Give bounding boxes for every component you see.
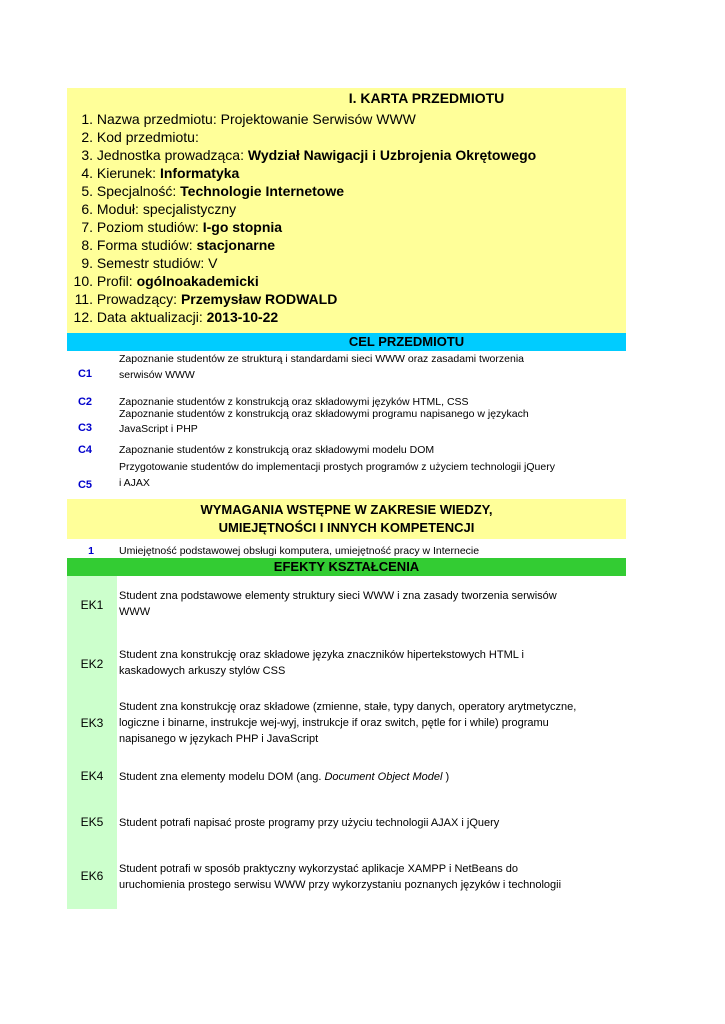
wymagania-header: [67, 499, 626, 539]
karta-row: [67, 254, 626, 272]
karta-row: [67, 308, 626, 326]
cel-text-line: Przygotowanie studentów do implementacji prostych programów z użyciem technologii jQuery: [119, 461, 555, 473]
karta-section: [67, 88, 626, 333]
karta-num: 12.: [73, 309, 93, 325]
cel-code: C5: [77, 479, 93, 491]
efekty-text: [119, 815, 627, 831]
karta-label: Kod przedmiotu:: [96, 129, 199, 145]
karta-num: 11.: [74, 291, 93, 307]
cel-item: [67, 353, 626, 387]
karta-value: I-go stopnia: [202, 219, 283, 235]
efekty-text-line: logiczne i binarne, instrukcje wej-wyj, instrukcje if oraz switch, pętle for i while) programu: [119, 717, 549, 729]
efekty-section: [67, 576, 626, 909]
efekty-code: EK2: [80, 657, 104, 671]
cel-text-line: JavaScript i PHP: [119, 423, 198, 435]
cel-header: CEL PRZEDMIOTU: [67, 333, 626, 351]
efekty-code: EK3: [80, 716, 104, 730]
cel-text-line: Zapoznanie studentów z konstrukcją oraz składowymi programu napisanego w językach: [119, 408, 529, 420]
karta-value: Technologie Internetowe: [180, 183, 345, 199]
efekty-header: EFEKTY KSZTAŁCENIA: [67, 558, 626, 576]
karta-value: stacjonarne: [196, 237, 276, 253]
efekty-text-line: Student zna konstrukcję oraz składowe języka znaczników hipertekstowych HTML i: [119, 649, 524, 661]
cel-text-line: Zapoznanie studentów ze strukturą i standardami sieci WWW oraz zasadami tworzenia: [119, 353, 524, 365]
cel-code: C1: [77, 368, 93, 380]
karta-row: [67, 236, 626, 254]
efekty-text-line: napisanego w językach PHP i JavaScript: [119, 733, 319, 745]
karta-row: [67, 272, 626, 290]
cel-code: C2: [77, 396, 93, 408]
karta-value: Projektowanie Serwisów WWW: [220, 111, 416, 127]
karta-list: [67, 110, 626, 326]
efekty-text-italic: Document Object Model: [324, 771, 443, 783]
cel-text-line: Zapoznanie studentów z konstrukcją oraz składowymi modelu DOM: [119, 444, 435, 456]
karta-label: Specjalność:: [96, 183, 181, 199]
cel-item: [67, 444, 626, 458]
cel-text-line: serwisów WWW: [119, 369, 195, 381]
cel-code: C4: [77, 444, 93, 456]
karta-label: Kierunek:: [96, 165, 160, 181]
karta-row: [67, 182, 626, 200]
karta-value: ogólnoakademicki: [136, 273, 259, 289]
karta-num: 1.: [81, 111, 93, 127]
efekty-text-line: Student potrafi w sposób praktyczny wykorzystać aplikacje XAMPP i NetBeans do: [119, 863, 519, 875]
karta-num: 7.: [81, 219, 93, 235]
karta-label: Moduł:: [96, 201, 143, 217]
karta-label: Prowadzący:: [96, 291, 181, 307]
efekty-text-line: WWW: [119, 606, 151, 618]
wymagania-text: Umiejętność podstawowej obsługi komputera, umiejętność pracy w Internecie: [119, 545, 480, 557]
efekty-text-suffix: ): [442, 771, 450, 783]
karta-row: [67, 290, 626, 308]
karta-row: [67, 146, 626, 164]
cel-text: [119, 353, 629, 382]
karta-row: [67, 128, 626, 146]
efekty-text-prefix: Student zna elementy modelu DOM (ang.: [119, 771, 325, 783]
karta-num: 9.: [81, 255, 93, 271]
efekty-text-line: Student potrafi napisać proste programy przy użyciu technologii AJAX i jQuery: [119, 817, 500, 829]
cel-text-line: Zapoznanie studentów z konstrukcją oraz składowymi języków HTML, CSS: [119, 396, 469, 408]
karta-label: Poziom studiów:: [96, 219, 203, 235]
efekty-code-column: [67, 576, 117, 909]
efekty-text: [119, 699, 627, 747]
efekty-text-line: Student zna konstrukcję oraz składowe (zmienne, stałe, typy danych, operatory arytmetyczne,: [119, 701, 577, 713]
efekty-text: [119, 588, 627, 620]
efekty-text-line: uruchomienia prostego serwisu WWW przy wykorzystaniu poznanych języków i technologii: [119, 879, 562, 891]
efekty-code: EK6: [80, 869, 104, 883]
efekty-text: [119, 769, 627, 785]
wymagania-title-line: UMIEJĘTNOŚCI I INNYCH KOMPETENCJI: [218, 520, 475, 535]
cel-item: [67, 461, 626, 491]
karta-row: [67, 110, 626, 128]
karta-num: 8.: [81, 237, 93, 253]
karta-label: Nazwa przedmiotu:: [96, 111, 221, 127]
karta-value: specjalistyczny: [142, 201, 237, 217]
efekty-code: EK5: [80, 815, 104, 829]
efekty-text: [119, 861, 627, 893]
karta-value: Informatyka: [159, 165, 240, 181]
karta-num: 10.: [73, 273, 93, 289]
karta-row: [67, 218, 626, 236]
karta-num: 5.: [81, 183, 93, 199]
karta-label: Data aktualizacji:: [96, 309, 207, 325]
karta-value: Przemysław RODWALD: [180, 291, 338, 307]
karta-num: 3.: [81, 147, 93, 163]
efekty-text-line: kaskadowych arkuszy stylów CSS: [119, 665, 286, 677]
efekty-text: [119, 647, 627, 679]
efekty-text-line: Student zna podstawowe elementy struktury sieci WWW i zna zasady tworzenia serwisów: [119, 590, 557, 602]
karta-title: I. KARTA PRZEDMIOTU: [348, 90, 505, 106]
karta-num: 2.: [81, 129, 93, 145]
karta-value: V: [208, 255, 218, 271]
cel-text-line: i AJAX: [119, 477, 150, 489]
karta-label: Profil:: [96, 273, 137, 289]
karta-value: 2013-10-22: [206, 309, 279, 325]
cel-text: [119, 444, 629, 457]
document-sheet: [67, 88, 626, 909]
karta-num: 4.: [81, 165, 93, 181]
cel-item: [67, 408, 626, 436]
efekty-code: EK4: [80, 769, 104, 783]
karta-label: Jednostka prowadząca:: [96, 147, 248, 163]
karta-label: Forma studiów:: [96, 237, 197, 253]
cel-section: [67, 351, 626, 499]
wymagania-num: 1: [88, 545, 94, 557]
karta-num: 6.: [81, 201, 93, 217]
karta-row: [67, 164, 626, 182]
efekty-code: EK1: [80, 598, 104, 612]
karta-row: [67, 200, 626, 218]
wymagania-title-line: WYMAGANIA WSTĘPNE W ZAKRESIE WIEDZY,: [200, 502, 493, 517]
karta-label: Semestr studiów:: [96, 255, 209, 271]
cel-code: C3: [77, 422, 93, 434]
karta-value: Wydział Nawigacji i Uzbrojenia Okrętowego: [247, 147, 537, 163]
cel-text: [119, 408, 629, 436]
cel-text: [119, 461, 629, 490]
wymagania-item: [67, 544, 626, 558]
